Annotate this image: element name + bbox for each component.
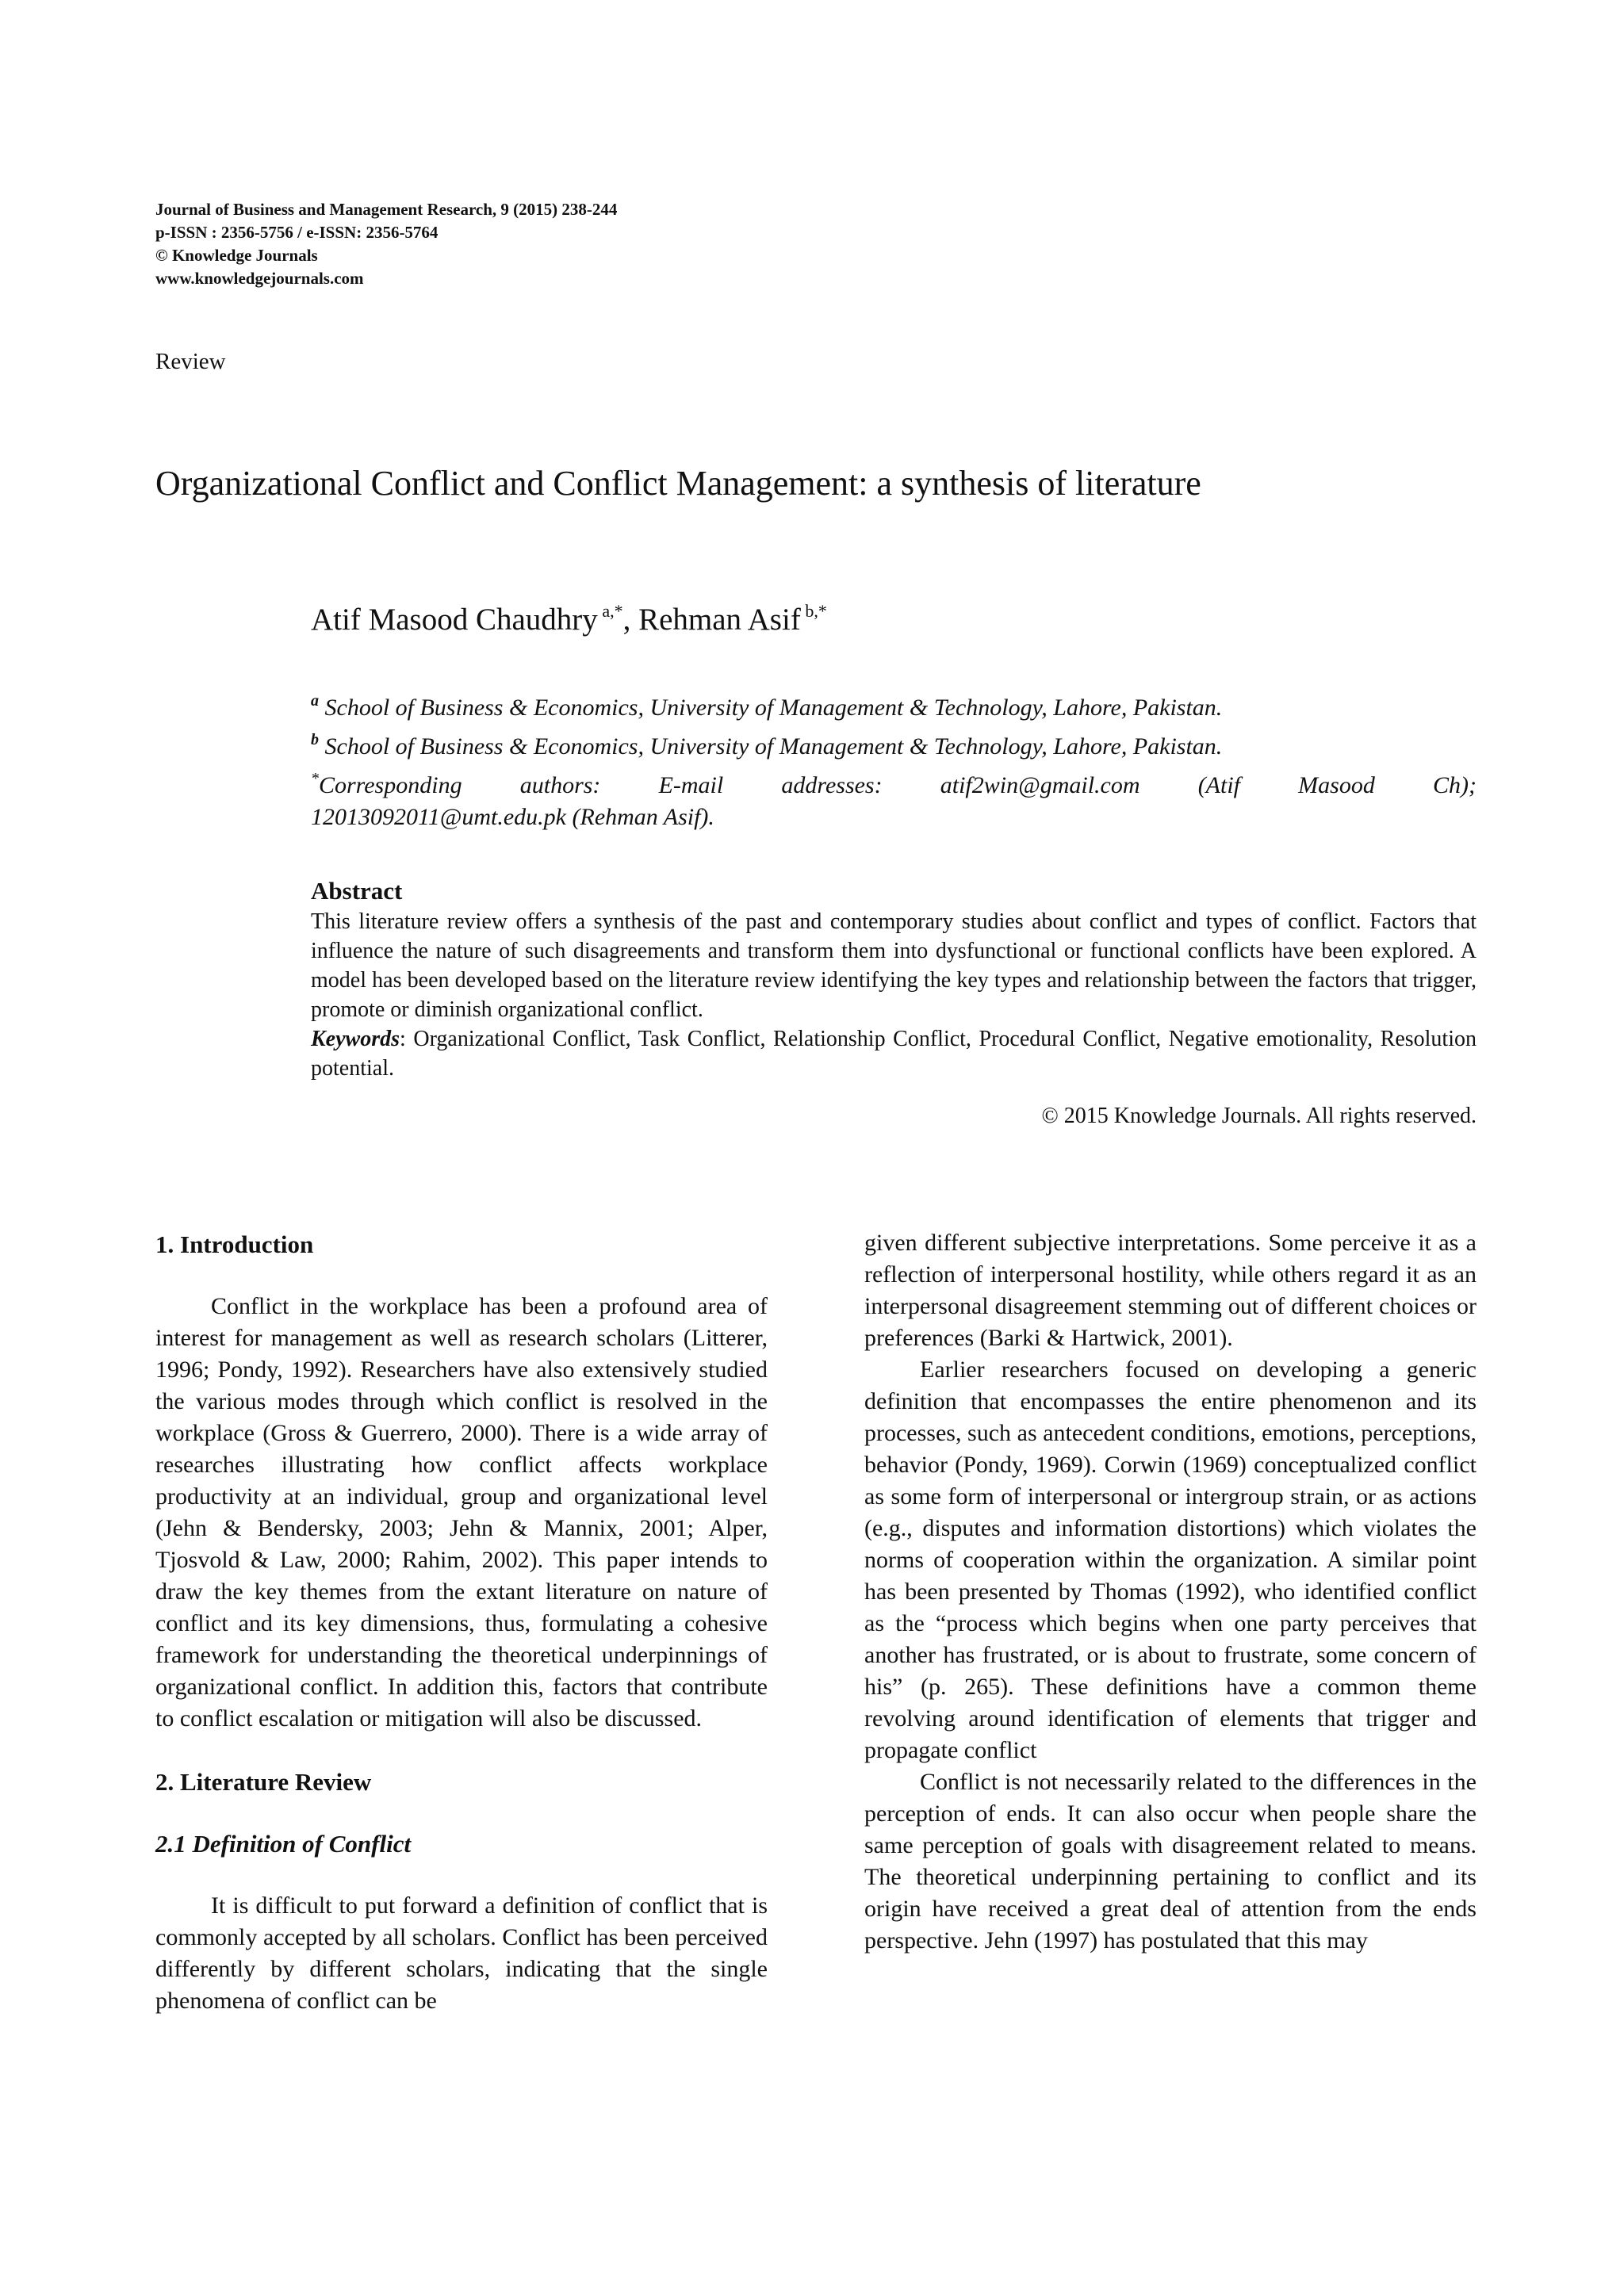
corresponding-emails: 12013092011@umt.edu.pk (Rehman Asif). bbox=[311, 804, 714, 830]
author-name: Atif Masood Chaudhry bbox=[311, 603, 598, 637]
paper-title: Organizational Conflict and Conflict Management: a synthesis of literature bbox=[155, 464, 1201, 503]
affiliation-text: School of Business & Economics, University of Management & Technology, Lahore, Pakistan. bbox=[324, 733, 1223, 760]
affiliation-b bbox=[311, 724, 1477, 763]
author-affiliation-marks: a,* bbox=[602, 601, 623, 621]
journal-publisher: © Knowledge Journals bbox=[155, 246, 318, 265]
body-paragraph: Earlier researchers focused on developing a generic definition that encompasses the entire phenomenon and its processes, such as antecedent conditions, emotions, perceptions, behavior (Pondy, 1969). Corwin (1969) conceptualized conflict as some form of interpersonal or intergroup strain, or as actions (e.g., disputes and information distortions) which violates the norms of cooperation within the organization. A similar point has been presented by Thomas (1992), who identified conflict as the “process which begins when one party perceives that another has frustrated, or is about to frustrate, some concern of his” (p. 265). These definitions have a common theme revolving around identification of elements that trigger and propagate conflict bbox=[864, 1357, 1477, 1763]
author-list bbox=[311, 601, 827, 637]
abstract-body: This literature review offers a synthesis of the past and contemporary studies about conflict and types of conflict. Factors that influence the nature of such disagreements and transform them into dysfunctional or functional conflicts have been explored. A model has been developed based on the literature review identifying the key types and relationship between the factors that trigger, promote or diminish organizational conflict. bbox=[311, 909, 1477, 1022]
author-affiliation-marks: b,* bbox=[805, 601, 827, 621]
subsection-heading-definition: 2.1 Definition of Conflict bbox=[155, 1830, 412, 1858]
affiliation-mark: a bbox=[311, 692, 319, 710]
definition-paragraph: It is difficult to put forward a definition of conflict that is commonly accepted by all scholars. Conflict has been perceived differently by different scholars, indicating that the single phenomena of conflict can be bbox=[155, 1892, 768, 2014]
section-heading-introduction: 1. Introduction bbox=[155, 1230, 314, 1258]
affiliation-a bbox=[311, 685, 1477, 724]
author-name: Rehman Asif bbox=[638, 603, 801, 637]
keywords bbox=[311, 1024, 1477, 1083]
journal-issn: p-ISSN : 2356-5756 / e-ISSN: 2356-5764 bbox=[155, 223, 439, 242]
keywords-text: : Organizational Conflict, Task Conflict, Relationship Conflict, Procedural Conflict, Negative emotionality, Resolution potential. bbox=[311, 1027, 1477, 1081]
abstract-heading: Abstract bbox=[311, 877, 403, 905]
affiliation-text: School of Business & Economics, University of Management & Technology, Lahore, Pakistan. bbox=[324, 695, 1223, 721]
right-column bbox=[864, 1227, 1477, 1957]
affiliation-mark: * bbox=[311, 770, 319, 787]
affiliations bbox=[311, 685, 1477, 833]
abstract-section bbox=[311, 875, 1477, 1083]
journal-website: www.knowledgejournals.com bbox=[155, 269, 364, 288]
article-type: Review bbox=[155, 349, 226, 374]
body-paragraph: given different subjective interpretations. Some perceive it as a reflection of interpersonal hostility, while others regard it as an interpersonal disagreement stemming out of different choices or preferences (Barki & Hartwick, 2001). bbox=[864, 1230, 1477, 1351]
affiliation-mark: b bbox=[311, 731, 319, 748]
journal-citation: Journal of Business and Management Research, 9 (2015) 238-244 bbox=[155, 200, 618, 219]
journal-header bbox=[155, 198, 617, 290]
copyright-notice: © 2015 Knowledge Journals. All rights reserved. bbox=[1041, 1104, 1477, 1128]
body-paragraph: Conflict is not necessarily related to the differences in the perception of ends. It can also occur when people share the same perception of goals with disagreement related to means. The theoretical underpinning pertaining to conflict and its origin have received a great deal of attention from the ends perspective. Jehn (1997) has postulated that this may bbox=[864, 1769, 1477, 1954]
corresponding-authors bbox=[311, 763, 1477, 802]
introduction-paragraph: Conflict in the workplace has been a profound area of interest for management as well as research scholars (Litterer, 1996; Pondy, 1992). Researchers have also extensively studied the various modes through which conflict is resolved in the workplace (Gross & Guerrero, 2000). There is a wide array of researches illustrating how conflict affects workplace productivity at an individual, group and organizational level (Jehn & Bendersky, 2003; Jehn & Mannix, 2001; Alper, Tjosvold & Law, 2000; Rahim, 2002). This paper intends to draw the key themes from the extant literature on nature of conflict and its key dimensions, thus, formulating a cohesive framework for understanding the theoretical underpinnings of organizational conflict. In addition this, factors that contribute to conflict escalation or mitigation will also be discussed. bbox=[155, 1293, 768, 1732]
section-heading-literature-review: 2. Literature Review bbox=[155, 1768, 372, 1796]
corresponding-text: Corresponding authors: E-mail addresses: atif2win@gmail.com (Atif Masood Ch); bbox=[319, 772, 1477, 798]
author-separator: , bbox=[622, 603, 639, 637]
keywords-label: Keywords bbox=[311, 1027, 400, 1051]
left-column bbox=[155, 1229, 768, 2017]
